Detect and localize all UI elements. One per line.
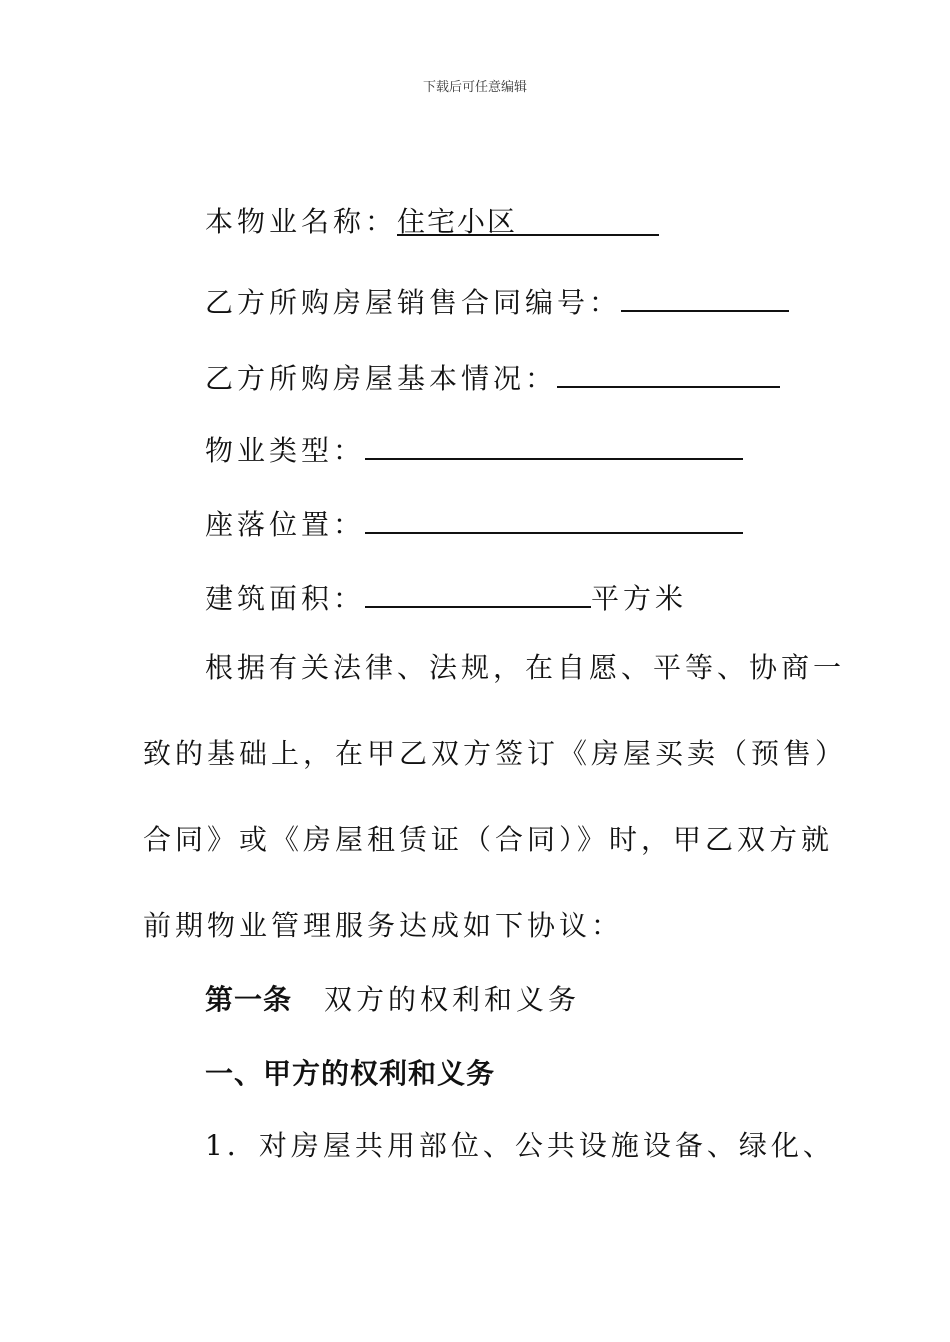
house-info-row <box>205 356 780 397</box>
property-name-row <box>205 204 659 240</box>
article-title: 双方的权利和义务 <box>324 983 581 1016</box>
house-info-label: 乙方所购房屋基本情况： <box>205 362 558 395</box>
article-number: 第一条 <box>205 983 293 1016</box>
paragraph-line: 合同》或《房屋租赁证（合同）》时，甲乙双方就 <box>143 823 834 856</box>
property-name-value: 住宅小区 <box>397 204 659 236</box>
paragraph-line: 根据有关法律、法规，在自愿、平等、协商一 <box>205 651 846 684</box>
section-heading: 一、甲方的权利和义务 <box>205 1057 496 1090</box>
location-label: 座落位置： <box>205 508 366 541</box>
area-unit: 平方米 <box>591 582 688 615</box>
area-label: 建筑面积： <box>205 582 366 615</box>
property-type-label: 物业类型： <box>205 434 366 467</box>
area-blank <box>365 576 591 608</box>
page-header-note: 下载后可任意编辑 <box>422 80 527 95</box>
location-blank <box>365 502 743 534</box>
contract-number-blank <box>621 280 789 312</box>
paragraph-line: 致的基础上，在甲乙双方签订《房屋买卖（预售） <box>143 737 848 770</box>
paragraph-line: 前期物业管理服务达成如下协议： <box>143 909 624 942</box>
house-info-blank <box>557 356 780 388</box>
contract-number-row <box>205 280 789 321</box>
article-heading <box>205 982 580 1018</box>
list-item: 1．对房屋共用部位、公共设施设备、绿化、 <box>205 1129 835 1162</box>
property-type-blank <box>365 428 743 460</box>
location-row <box>205 502 743 543</box>
property-type-row <box>205 428 743 469</box>
contract-number-label: 乙方所购房屋销售合同编号： <box>205 286 622 319</box>
property-name-label: 本物业名称： <box>205 205 398 238</box>
area-row <box>205 576 687 617</box>
